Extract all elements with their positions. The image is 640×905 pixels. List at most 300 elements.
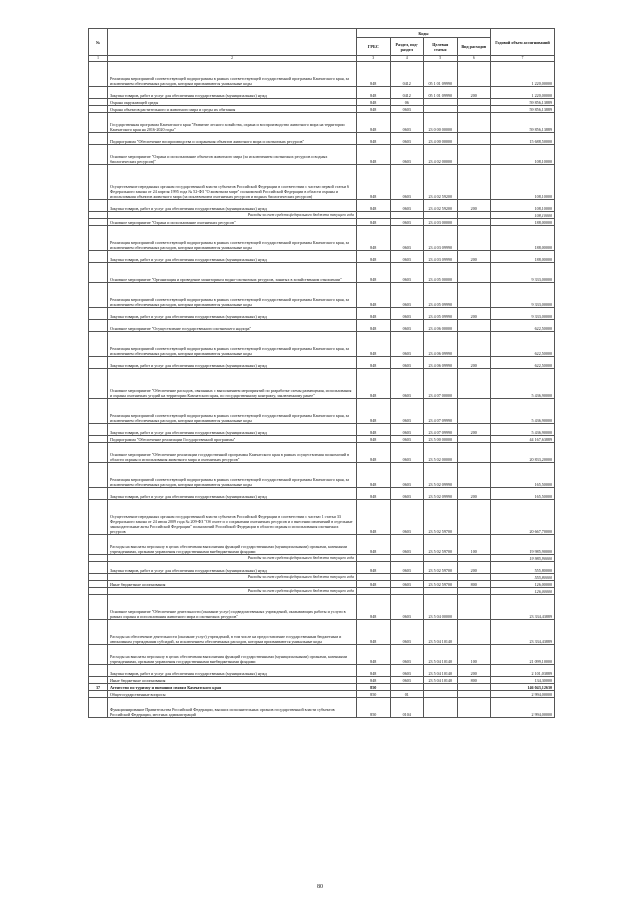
table-row — [89, 145, 555, 165]
row-name: Закупка товаров, работ и услуг для обеспечения государственных (муниципальных) нужд — [108, 665, 357, 677]
table-row — [89, 226, 555, 251]
row-name: Закупка товаров, работ и услуг для обеспечения государственных (муниципальных) нужд — [108, 488, 357, 500]
row-name: Общегосударственные вопросы — [108, 691, 357, 698]
row-section — [390, 684, 424, 691]
row-vid — [457, 283, 491, 308]
row-grbs: 848 — [357, 436, 391, 443]
row-section: 0603 — [390, 620, 424, 645]
row-name: Агентство по туризму и внешним связям Камчатского края — [108, 684, 357, 691]
row-sum: 59 856,13889 — [491, 106, 555, 113]
row-section: 0603 — [390, 133, 424, 145]
row-article: 23 5 04 10140 — [424, 645, 458, 665]
table-row — [89, 645, 555, 665]
row-name: Закупка товаров, работ и услуг для обеспечения государственных (муниципальных) нужд — [108, 424, 357, 436]
row-number — [89, 87, 108, 99]
row-vid — [457, 332, 491, 357]
row-sum: 555,80000 — [491, 562, 555, 574]
row-vid: 200 — [457, 357, 491, 369]
row-article: 23 5 02 59700 — [424, 562, 458, 574]
colnum-6: 6 — [457, 56, 491, 62]
row-name: Основное мероприятие "Организация и проведение мониторинга водно-охотничьих ресурсов, занятых в хозяйственном отношении" — [108, 263, 357, 283]
row-section: 0603 — [390, 677, 424, 684]
row-sum: 19 985,90000 — [491, 555, 555, 562]
row-number — [89, 555, 108, 562]
row-grbs: 848 — [357, 133, 391, 145]
row-article — [424, 698, 458, 718]
row-number — [89, 645, 108, 665]
row-section: 0603 — [390, 219, 424, 226]
row-name: Охрана окружающей среды — [108, 99, 357, 106]
row-sum: 9 333,00000 — [491, 308, 555, 320]
row-section: 0603 — [390, 283, 424, 308]
table-row — [89, 219, 555, 226]
row-article: 23 4 06 09990 — [424, 357, 458, 369]
row-grbs: 848 — [357, 369, 391, 399]
row-section: 0603 — [390, 399, 424, 424]
row-article: 23 4 07 09990 — [424, 399, 458, 424]
row-sum: 165,50000 — [491, 463, 555, 488]
row-number — [89, 424, 108, 436]
row-article: 05 1 01 09990 — [424, 87, 458, 99]
table-row — [89, 212, 555, 219]
row-number — [89, 677, 108, 684]
row-article: 23 4 02 59200 — [424, 165, 458, 200]
row-name: Охрана объектов растительного и животного мира и среды их обитания — [108, 106, 357, 113]
row-article: 23 4 05 09990 — [424, 283, 458, 308]
table-row — [89, 399, 555, 424]
row-sum: 555,80000 — [491, 574, 555, 581]
row-grbs — [357, 574, 391, 581]
header-codes: Коды — [357, 29, 491, 38]
row-vid — [457, 500, 491, 535]
row-sum: 2 994,00000 — [491, 698, 555, 718]
row-number — [89, 665, 108, 677]
row-grbs: 848 — [357, 113, 391, 133]
row-vid: 200 — [457, 251, 491, 263]
row-name: Основное мероприятие "Охрана и использование объектов животного мира (за исключением охотничьих ресурсов и водных биологических ресурсов)" — [108, 145, 357, 165]
row-number — [89, 99, 108, 106]
row-sum: 21 099,10000 — [491, 645, 555, 665]
row-name: Иные бюджетные ассигнования — [108, 581, 357, 588]
row-sum: 146 043,12630 — [491, 684, 555, 691]
table-row — [89, 99, 555, 106]
row-article: 23 5 02 00000 — [424, 443, 458, 463]
row-number — [89, 283, 108, 308]
row-name: Иные бюджетные ассигнования — [108, 677, 357, 684]
row-vid: 100 — [457, 645, 491, 665]
colnum-1: 1 — [89, 56, 108, 62]
row-name: Основное мероприятие "Обеспечение расходов, связанных с выполнением мероприятий по разработке схемы размещения, использования и охраны охотничьих угодий на территории Камчатского края, по государственному контракту, заключенному ранее" — [108, 369, 357, 399]
row-section: 0104 — [390, 698, 424, 718]
row-sum: 15 688,50000 — [491, 133, 555, 145]
row-grbs: 848 — [357, 443, 391, 463]
row-sum: 19 985,90000 — [491, 535, 555, 555]
table-row — [89, 463, 555, 488]
row-article: 23 5 02 09990 — [424, 463, 458, 488]
row-number — [89, 212, 108, 219]
row-number — [89, 133, 108, 145]
row-section: 06 — [390, 99, 424, 106]
row-article — [424, 588, 458, 595]
row-vid: 200 — [457, 200, 491, 212]
row-vid — [457, 165, 491, 200]
row-vid — [457, 620, 491, 645]
row-name: Реализация мероприятий соответствующей подпрограммы в рамках соответствующей государственной программы Камчатского края, за исключением обеспеченных расходов, которым присваиваются уникальные коды — [108, 62, 357, 87]
row-article: 23 4 07 09990 — [424, 424, 458, 436]
row-grbs — [357, 212, 391, 219]
header-num: № — [89, 29, 108, 56]
row-section: 01 — [390, 691, 424, 698]
table-row — [89, 574, 555, 581]
row-vid — [457, 436, 491, 443]
table-row — [89, 620, 555, 645]
header-section: Раздел, под-раздел — [390, 38, 424, 56]
table-row — [89, 555, 555, 562]
row-article: 23 4 06 09990 — [424, 332, 458, 357]
row-article: 23 4 03 00000 — [424, 219, 458, 226]
row-grbs — [357, 588, 391, 595]
budget-table — [88, 28, 555, 718]
table-row — [89, 588, 555, 595]
table-row — [89, 595, 555, 620]
row-grbs: 848 — [357, 562, 391, 574]
row-name: Основное мероприятие "Обеспечение реализации государственной программы Камчатского края в рамках осуществления полномочий в области охраны и использования животного мира и охотничьих ресурсов" — [108, 443, 357, 463]
header-grbs: ГРБС — [357, 38, 391, 56]
row-section: 0603 — [390, 332, 424, 357]
row-name: Основное мероприятие "Осуществление государственного охотничьего надзора" — [108, 320, 357, 332]
row-vid — [457, 463, 491, 488]
row-name: Реализация мероприятий соответствующей подпрограммы в рамках соответствующей государственной программы Камчатского края, за исключением обеспеченных расходов, которым присваиваются уникальные коды — [108, 332, 357, 357]
row-number — [89, 691, 108, 698]
row-section — [390, 574, 424, 581]
table-row — [89, 133, 555, 145]
row-grbs: 848 — [357, 87, 391, 99]
row-grbs: 848 — [357, 535, 391, 555]
row-article: 23 5 02 59700 — [424, 500, 458, 535]
row-vid: 100 — [457, 535, 491, 555]
row-article: 23 5 04 00000 — [424, 595, 458, 620]
row-section: 0603 — [390, 357, 424, 369]
header-article: Целевая статья — [424, 38, 458, 56]
row-number — [89, 165, 108, 200]
row-section: 0603 — [390, 165, 424, 200]
row-article: 23 4 03 09990 — [424, 226, 458, 251]
row-section: 0603 — [390, 320, 424, 332]
row-sum: 622,50000 — [491, 332, 555, 357]
row-sum: 188,00000 — [491, 226, 555, 251]
row-grbs: 848 — [357, 99, 391, 106]
row-article: 23 4 02 59200 — [424, 200, 458, 212]
table-row — [89, 200, 555, 212]
table-row — [89, 106, 555, 113]
row-vid — [457, 555, 491, 562]
budget-rows — [89, 62, 555, 718]
row-grbs: 848 — [357, 283, 391, 308]
row-sum: 23 334,43889 — [491, 620, 555, 645]
row-sum: 108,10000 — [491, 145, 555, 165]
colnum-2: 2 — [108, 56, 357, 62]
row-number — [89, 113, 108, 133]
row-number — [89, 263, 108, 283]
row-grbs: 848 — [357, 145, 391, 165]
row-name: Закупка товаров, работ и услуг для обеспечения государственных (муниципальных) нужд — [108, 562, 357, 574]
table-row — [89, 691, 555, 698]
row-article: 23 5 02 59700 — [424, 581, 458, 588]
row-vid: 200 — [457, 562, 491, 574]
row-grbs: 848 — [357, 581, 391, 588]
row-vid — [457, 219, 491, 226]
row-grbs: 848 — [357, 665, 391, 677]
row-number — [89, 62, 108, 87]
row-name: Подпрограмма "Обеспечение воспроизводства и сохранения объектов животного мира и охотничьих ресурсов" — [108, 133, 357, 145]
table-row — [89, 562, 555, 574]
row-vid: 200 — [457, 308, 491, 320]
table-row — [89, 283, 555, 308]
row-number — [89, 588, 108, 595]
row-number — [89, 595, 108, 620]
row-grbs: 848 — [357, 62, 391, 87]
row-name: Государственная программа Камчатского края "Развитие лесного хозяйства, охрана и воспроизводство животного мира на территории Камчатского края на 2016-2020 годы" — [108, 113, 357, 133]
row-article: 23 5 04 10140 — [424, 665, 458, 677]
table-row — [89, 62, 555, 87]
table-row — [89, 500, 555, 535]
row-number — [89, 106, 108, 113]
row-sum: 5 436,90000 — [491, 399, 555, 424]
row-name: Функционирование Правительства Российской Федерации, высших исполнительных органов государственной власти субъектов Российской Федерации, местных администраций — [108, 698, 357, 718]
row-section — [390, 555, 424, 562]
row-section: 0603 — [390, 562, 424, 574]
row-vid — [457, 588, 491, 595]
row-name: Основное мероприятие "Обеспечение деятельности (оказание услуг) подведомственных учреждений, оказывающих работы и услуги в рамках охраны и использования животного мира и охотничьих ресурсов" — [108, 595, 357, 620]
row-grbs: 850 — [357, 684, 391, 691]
row-vid — [457, 106, 491, 113]
row-vid: 800 — [457, 677, 491, 684]
table-row — [89, 443, 555, 463]
table-row — [89, 581, 555, 588]
row-section: 0603 — [390, 369, 424, 399]
row-article — [424, 99, 458, 106]
row-number — [89, 200, 108, 212]
row-name: Расходы на обеспечение деятельности (оказание услуг) учреждений, в том числе на предоставление государственным бюджетным и автономным учреждениям субсидий, за исключением обеспеченных расходов, которым присваиваются уникальные коды — [108, 620, 357, 645]
row-number — [89, 698, 108, 718]
row-number — [89, 251, 108, 263]
row-number — [89, 581, 108, 588]
table-row — [89, 87, 555, 99]
row-name: Реализация мероприятий соответствующей подпрограммы в рамках соответствующей государственной программы Камчатского края, за исключением обеспеченных расходов, которым присваиваются уникальные коды — [108, 399, 357, 424]
row-vid — [457, 133, 491, 145]
table-row — [89, 424, 555, 436]
row-grbs: 848 — [357, 219, 391, 226]
row-grbs: 848 — [357, 488, 391, 500]
row-section: 0603 — [390, 500, 424, 535]
row-number — [89, 219, 108, 226]
row-section: 0603 — [390, 443, 424, 463]
row-section: 0603 — [390, 106, 424, 113]
row-number: 37 — [89, 684, 108, 691]
row-section: 0412 — [390, 87, 424, 99]
row-name: Расходы на выплаты персоналу в целях обеспечения выполнения функций государственными (муниципальными) органами, казенными учреждениями, органами управления государственными внебюджетными фондами — [108, 535, 357, 555]
table-row — [89, 488, 555, 500]
row-article — [424, 574, 458, 581]
row-article: 05 1 01 09990 — [424, 62, 458, 87]
row-sum: 188,00000 — [491, 219, 555, 226]
colnum-4: 4 — [390, 56, 424, 62]
row-article — [424, 106, 458, 113]
table-row — [89, 535, 555, 555]
row-section — [390, 588, 424, 595]
row-section: 0603 — [390, 113, 424, 133]
header-name — [108, 29, 357, 56]
row-grbs: 850 — [357, 698, 391, 718]
row-sum: 2 994,00000 — [491, 691, 555, 698]
row-sum: 126,00000 — [491, 581, 555, 588]
row-sum: 108,10000 — [491, 200, 555, 212]
table-row — [89, 684, 555, 691]
colnum-7: 7 — [491, 56, 555, 62]
row-section: 0603 — [390, 145, 424, 165]
row-sum: 59 856,13889 — [491, 113, 555, 133]
row-vid — [457, 99, 491, 106]
header-sum: Годовой объем ассигнований — [491, 29, 555, 56]
row-grbs: 848 — [357, 463, 391, 488]
row-sum: 134,30000 — [491, 677, 555, 684]
row-sum: 9 333,00000 — [491, 263, 555, 283]
row-name: Закупка товаров, работ и услуг для обеспечения государственных (муниципальных) нужд — [108, 251, 357, 263]
row-grbs: 848 — [357, 226, 391, 251]
row-grbs: 848 — [357, 251, 391, 263]
row-vid: 800 — [457, 581, 491, 588]
row-sum: 44 167,63889 — [491, 436, 555, 443]
row-grbs: 848 — [357, 424, 391, 436]
row-vid: 200 — [457, 665, 491, 677]
row-vid: 200 — [457, 424, 491, 436]
row-number — [89, 500, 108, 535]
row-article — [424, 691, 458, 698]
row-grbs: 848 — [357, 357, 391, 369]
row-sum: 126,00000 — [491, 588, 555, 595]
row-grbs: 848 — [357, 106, 391, 113]
row-article: 23 4 06 00000 — [424, 320, 458, 332]
row-section: 0603 — [390, 665, 424, 677]
row-number — [89, 574, 108, 581]
row-number — [89, 399, 108, 424]
row-number — [89, 463, 108, 488]
row-name: Осуществление переданных органам государственной власти субъектов Российской Федерации в соответствии с частью первой статьи 6 Федерального закона от 24 апреля 1995 года № 52-ФЗ "О животном мире" полномочий Российской Федерации в области охраны и использования объектов животного мира (за исключением охотничьих ресурсов и водных биологических ресурсов) — [108, 165, 357, 200]
row-article: 23 4 02 00000 — [424, 145, 458, 165]
row-number — [89, 308, 108, 320]
row-number — [89, 145, 108, 165]
table-row — [89, 332, 555, 357]
table-row — [89, 320, 555, 332]
row-grbs: 848 — [357, 332, 391, 357]
budget-page — [88, 28, 555, 718]
row-article: 23 0 00 00000 — [424, 113, 458, 133]
row-grbs: 848 — [357, 399, 391, 424]
row-name: Закупка товаров, работ и услуг для обеспечения государственных (муниципальных) нужд — [108, 200, 357, 212]
row-sum: 188,00000 — [491, 251, 555, 263]
row-number — [89, 562, 108, 574]
row-section: 0603 — [390, 226, 424, 251]
row-sum: 20 833,20000 — [491, 443, 555, 463]
row-sum: 2 101,03889 — [491, 665, 555, 677]
row-article: 23 5 04 10140 — [424, 620, 458, 645]
row-number — [89, 620, 108, 645]
row-sum: 20 667,70000 — [491, 500, 555, 535]
row-section: 0603 — [390, 595, 424, 620]
table-row — [89, 665, 555, 677]
row-name: Закупка товаров, работ и услуг для обеспечения государственных (муниципальных) нужд — [108, 357, 357, 369]
page-number: 80 — [317, 884, 323, 890]
table-row — [89, 251, 555, 263]
row-name: Закупка товаров, работ и услуг для обеспечения государственных (муниципальных) нужд — [108, 308, 357, 320]
row-grbs: 848 — [357, 500, 391, 535]
table-row — [89, 165, 555, 200]
row-number — [89, 357, 108, 369]
row-number — [89, 226, 108, 251]
row-sum: 1 220,00000 — [491, 62, 555, 87]
row-name: Расходы за счет средств федерального бюджета текущего года — [108, 588, 357, 595]
row-article: 23 4 07 00000 — [424, 369, 458, 399]
row-vid — [457, 574, 491, 581]
row-section: 0603 — [390, 263, 424, 283]
row-grbs: 848 — [357, 645, 391, 665]
row-section: 0603 — [390, 488, 424, 500]
row-sum: 9 333,00000 — [491, 283, 555, 308]
row-sum: 165,50000 — [491, 488, 555, 500]
row-name: Расходы за счет средств федерального бюджета текущего года — [108, 574, 357, 581]
row-sum: 23 334,43889 — [491, 595, 555, 620]
row-vid: 200 — [457, 87, 491, 99]
row-article: 23 5 00 00000 — [424, 436, 458, 443]
row-grbs: 850 — [357, 691, 391, 698]
row-name: Реализация мероприятий соответствующей подпрограммы в рамках соответствующей государственной программы Камчатского края, за исключением обеспеченных расходов, которым присваиваются уникальные коды — [108, 463, 357, 488]
row-section — [390, 212, 424, 219]
row-number — [89, 488, 108, 500]
row-grbs — [357, 555, 391, 562]
row-grbs: 848 — [357, 320, 391, 332]
row-article: 23 4 05 09990 — [424, 308, 458, 320]
row-name: Осуществление переданных органам государственной власти субъектов Российской Федерации в соответствии с частью 1 статьи 33 Федерального закона от 24 июля 2009 года № 209-ФЗ "Об охоте и о сохранении охотничьих ресурсов и о внесении изменений в отдельные законодательные акты Российской Федерации" полномочий Российской Федерации в области охраны и использования охотничьих ресурсов — [108, 500, 357, 535]
row-article: 23 4 03 09990 — [424, 251, 458, 263]
row-sum: 59 856,13889 — [491, 99, 555, 106]
table-row — [89, 436, 555, 443]
table-row — [89, 113, 555, 133]
row-vid — [457, 62, 491, 87]
table-row — [89, 698, 555, 718]
table-row — [89, 677, 555, 684]
row-section: 0603 — [390, 581, 424, 588]
row-vid — [457, 226, 491, 251]
row-section: 0603 — [390, 251, 424, 263]
row-name: Реализация мероприятий соответствующей подпрограммы в рамках соответствующей государственной программы Камчатского края, за исключением обеспеченных расходов, которым присваиваются уникальные коды — [108, 226, 357, 251]
row-name: Расходы на выплаты персоналу в целях обеспечения выполнения функций государственными (муниципальными) органами, казенными учреждениями, органами управления государственными внебюджетными фондами — [108, 645, 357, 665]
row-vid — [457, 212, 491, 219]
row-article: 23 5 04 10140 — [424, 677, 458, 684]
row-sum: 108,10000 — [491, 212, 555, 219]
row-article: 23 4 00 00000 — [424, 133, 458, 145]
row-number — [89, 535, 108, 555]
colnum-3: 3 — [357, 56, 391, 62]
row-vid — [457, 113, 491, 133]
row-article: 23 5 02 09990 — [424, 488, 458, 500]
row-vid — [457, 443, 491, 463]
row-sum: 108,10000 — [491, 165, 555, 200]
colnum-5: 5 — [424, 56, 458, 62]
row-grbs: 848 — [357, 677, 391, 684]
row-section: 0603 — [390, 436, 424, 443]
row-number — [89, 320, 108, 332]
row-vid — [457, 684, 491, 691]
